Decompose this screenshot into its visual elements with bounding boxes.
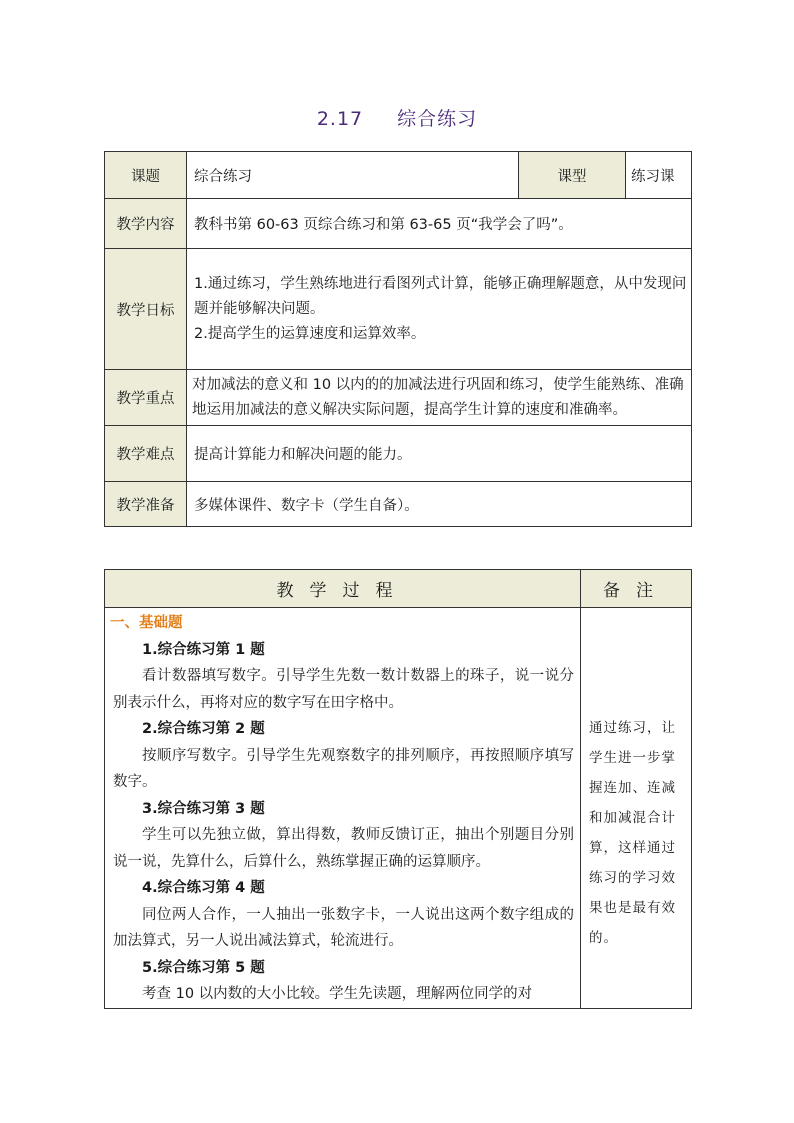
difficulty-row — [105, 426, 692, 482]
exercise-text: 学生可以先独立做，算出得数，教师反馈订正，抽出个别题目分别说一说，先算什么，后算什么，熟练掌握正确的运算顺序。 — [113, 827, 574, 870]
exercise-text: 同位两人合作，一人抽出一张数字卡，一人说出这两个数字组成的加法算式，另一人说出减法算式，轮流进行。 — [113, 906, 574, 949]
process-content — [105, 608, 581, 1009]
goals-label: 教学日标 — [105, 249, 187, 370]
exercise-text: 考查 10 以内数的大小比较。学生先读题，理解两位同学的对 — [142, 986, 533, 1002]
goals-row — [105, 249, 692, 370]
key-value: 对加减法的意义和 10 以内的的加减法进行巩固和练习，使学生能熟练、准确地运用加减法的意义解决实际问题，提高学生计算的速度和准确率。 — [187, 370, 692, 426]
lesson-name: 综合练习 — [397, 108, 478, 130]
topic-label: 课题 — [105, 152, 187, 199]
content-row — [105, 199, 692, 249]
type-label: 课型 — [519, 152, 626, 199]
section-title: 一、基础题 — [110, 615, 183, 631]
topic-row — [105, 152, 692, 199]
type-value: 练习课 — [626, 152, 692, 199]
prep-value: 多媒体课件、数字卡（学生自备）。 — [187, 482, 692, 527]
process-header: 教学过程 — [105, 570, 581, 608]
goals-value — [187, 249, 692, 370]
lesson-info-table — [104, 151, 692, 527]
exercise-title: 5.综合练习第 5 题 — [142, 959, 265, 976]
exercise-title: 4.综合练习第 4 题 — [142, 880, 265, 896]
content-value: 教科书第 60-63 页综合练习和第 63-65 页“我学会了吗”。 — [187, 199, 692, 249]
content-label: 教学内容 — [105, 199, 187, 249]
notes-header: 备注 — [581, 570, 692, 608]
teaching-process-table — [104, 569, 692, 1009]
process-body-row — [105, 608, 692, 1009]
prep-row — [105, 482, 692, 527]
exercise-title: 1.综合练习第 1 题 — [142, 641, 265, 658]
key-label: 教学重点 — [105, 370, 187, 426]
goal-item: 1.通过练习，学生熟练地进行看图列式计算，能够正确理解题意，从中发现问题并能够解决问题。 — [194, 275, 687, 317]
difficulty-label: 教学难点 — [105, 426, 187, 482]
goal-item: 2.提高学生的运算速度和运算效率。 — [194, 325, 426, 342]
topic-value: 综合练习 — [187, 152, 519, 199]
exercise-text: 按顺序写数字。引导学生先观察数字的排列顺序，再按照顺序填写数字。 — [113, 747, 574, 790]
difficulty-value: 提高计算能力和解决问题的能力。 — [187, 426, 692, 482]
exercise-text: 看计数器填写数字。引导学生先数一数计数器上的珠子，说一说分别表示什么，再将对应的数字写在田字格中。 — [113, 668, 574, 711]
page-title — [0, 104, 794, 131]
exercise-title: 2.综合练习第 2 题 — [142, 721, 265, 737]
notes-content: 通过练习，让学生进一步掌握连加、连减和加减混合计算，这样通过练习的学习效果也是最有效的。 — [581, 608, 692, 1009]
key-row — [105, 370, 692, 426]
exercise-title: 3.综合练习第 3 题 — [142, 800, 265, 817]
lesson-number: 2.17 — [316, 108, 364, 130]
prep-label: 教学准备 — [105, 482, 187, 527]
process-header-row — [105, 570, 692, 608]
